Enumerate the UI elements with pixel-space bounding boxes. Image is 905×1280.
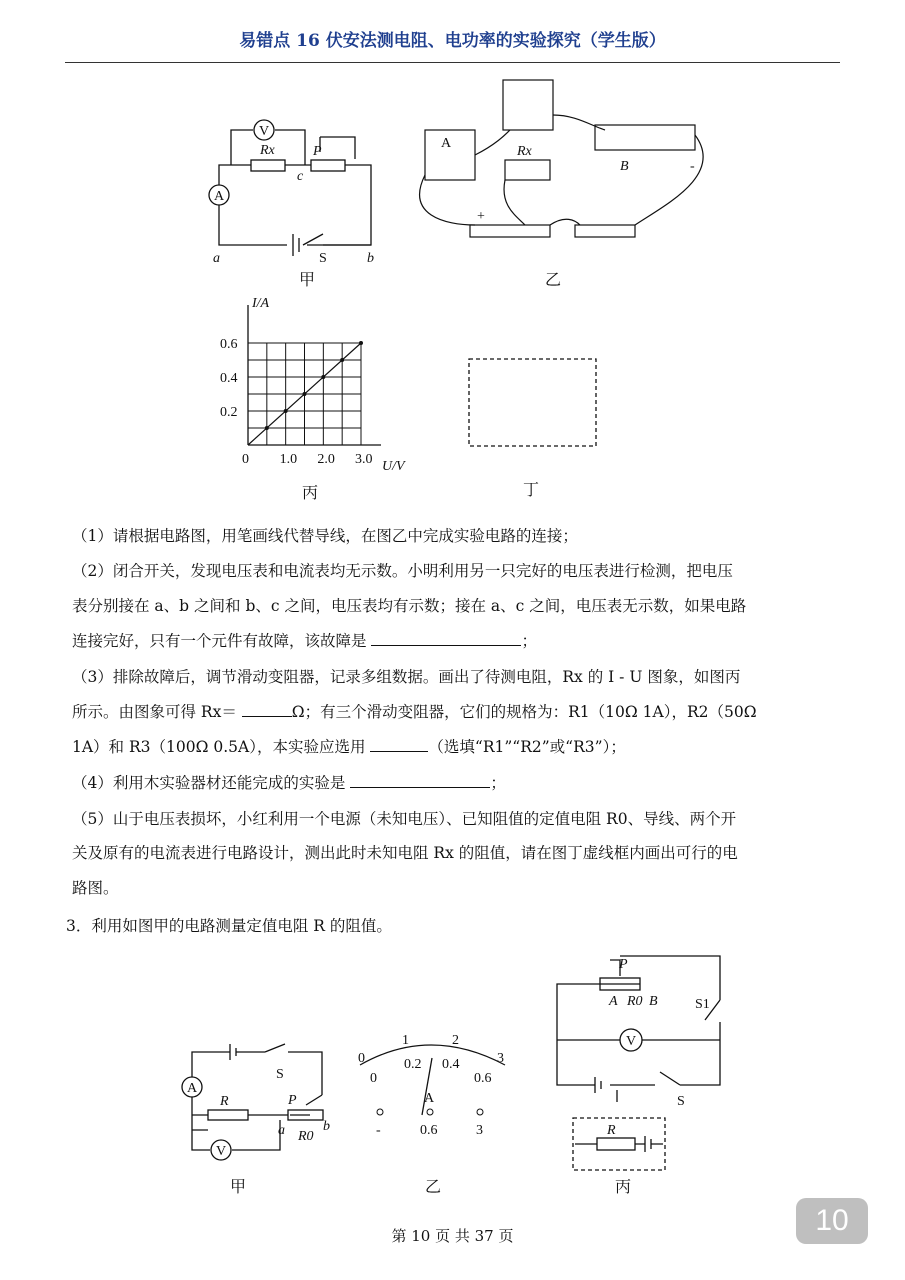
- x-axis-label: U/V: [382, 459, 405, 474]
- label: P: [313, 144, 322, 159]
- header-rule: [65, 62, 840, 63]
- answer-blank[interactable]: [370, 737, 428, 752]
- scale-label: 0.2: [404, 1057, 422, 1072]
- question-5-line2: 关及原有的电流表进行电路设计，测出此时未知电阻 Rx 的阻值，请在图丁虚线框内画出可行的电: [72, 844, 738, 862]
- label: P: [288, 1093, 297, 1108]
- question-5-line1: （5）山于电压表损坏，小红利用一个电源（未知电压）、已知阻值的定值电阻 R0、导线、两个开: [72, 810, 737, 828]
- x-tick-label: 3.0: [355, 452, 373, 467]
- label: V: [259, 124, 270, 139]
- label: B: [649, 994, 658, 1009]
- ammeter-dial-yi: [350, 1030, 520, 1200]
- y-axis-label: I/A: [252, 296, 270, 311]
- circuit-diagram-jia: [195, 110, 395, 290]
- question-5-line3: 路图。: [72, 879, 119, 897]
- caption: 丙: [615, 1179, 632, 1196]
- label: c: [297, 169, 304, 184]
- text: ；: [490, 774, 506, 792]
- label: a: [213, 251, 220, 266]
- label: S: [319, 251, 327, 266]
- x-tick-label: 2.0: [317, 452, 335, 467]
- circuit-diagram-2-bing: [545, 950, 745, 1200]
- label: P: [619, 957, 628, 972]
- text: ；: [521, 632, 537, 650]
- label: A: [214, 189, 225, 204]
- label: S: [276, 1067, 284, 1082]
- label: R: [607, 1123, 616, 1138]
- text: 所示。由图象可得 Rx＝: [72, 703, 237, 721]
- data-point: [265, 426, 269, 430]
- question-2-line3: [72, 629, 537, 651]
- question-2-line2: 表分别接在 a、b 之间和 b、c 之间，电压表均有示数；接在 a、c 之间，电压表无示数，如果电路: [72, 597, 747, 615]
- label: R0: [298, 1129, 314, 1144]
- question-3-line2: [72, 700, 757, 722]
- label: S: [677, 1094, 685, 1109]
- text: 连接完好，只有一个元件有故障，该故障是: [72, 632, 367, 650]
- label: a: [278, 1123, 285, 1138]
- needle-label: A: [424, 1091, 435, 1106]
- dashed-box-ding: [465, 355, 605, 500]
- terminal-label: 0.6: [420, 1123, 438, 1138]
- label: A: [187, 1081, 198, 1096]
- answer-blank[interactable]: [350, 773, 490, 788]
- label: b: [323, 1119, 330, 1134]
- scale-label: 0.4: [442, 1057, 460, 1072]
- label: V: [216, 1144, 227, 1159]
- caption: 甲: [299, 272, 316, 289]
- label: R0: [627, 994, 643, 1009]
- label: S1: [695, 997, 710, 1012]
- question-1: （1）请根据电路图，用笔画线代替导线，在图乙中完成实验电路的连接；: [72, 527, 578, 545]
- text: （选填“R1”“R2”或“R3”）；: [428, 738, 626, 756]
- problem-3: 3．利用如图甲的电路测量定值电阻 R 的阻值。: [66, 917, 392, 935]
- question-3-line1: （3）排除故障后，调节滑动变阻器，记录多组数据。画出了待测电阻，Rx 的 I - U 图象，如图丙: [72, 668, 741, 686]
- scale-label: 0: [370, 1071, 377, 1086]
- question-4: [72, 771, 506, 793]
- scale-label: 0: [358, 1051, 365, 1066]
- data-point: [321, 375, 325, 379]
- answer-blank[interactable]: [371, 631, 521, 646]
- label: Rx: [260, 143, 275, 158]
- label: R: [220, 1094, 229, 1109]
- label: +: [477, 209, 485, 224]
- terminal-label: 3: [476, 1123, 483, 1138]
- text: （4）利用木实验器材还能完成的实验是: [72, 774, 346, 792]
- terminal-label: -: [376, 1123, 381, 1138]
- label: V: [626, 1034, 637, 1049]
- scale-label: 3: [497, 1051, 504, 1066]
- apparatus-diagram-yi: [405, 75, 725, 290]
- label: Rx: [517, 144, 532, 159]
- question-3-line3: [72, 735, 626, 757]
- page-footer: 第 10 页 共 37 页: [391, 1227, 514, 1245]
- data-point: [340, 358, 344, 362]
- circuit-diagram-2-jia: [170, 1040, 340, 1200]
- caption: 丁: [523, 482, 540, 499]
- x-tick-label: 1.0: [279, 452, 298, 467]
- page-header: 易错点 16 伏安法测电阻、电功率的实验探究（学生版）: [239, 31, 666, 51]
- caption: 甲: [230, 1179, 247, 1196]
- caption: 乙: [545, 272, 562, 289]
- data-point: [303, 392, 307, 396]
- caption: 丙: [302, 485, 319, 502]
- y-tick-label: 0.2: [220, 405, 238, 420]
- data-point: [359, 341, 363, 345]
- y-tick-label: 0.4: [220, 371, 238, 386]
- data-point: [284, 409, 288, 413]
- iu-graph-bing: [210, 295, 410, 505]
- x-tick-label: 0: [242, 452, 249, 467]
- y-tick-label: 0.6: [220, 337, 238, 352]
- question-2-line1: （2）闭合开关，发现电压表和电流表均无示数。小明利用另一只完好的电压表进行检测，把电压: [72, 562, 733, 580]
- text: Ω；有三个滑动变阻器，它们的规格为：R1（10Ω 1A），R2（50Ω: [291, 703, 757, 721]
- caption: 乙: [425, 1179, 442, 1196]
- label: B: [620, 159, 629, 174]
- page-number-badge: 10: [796, 1198, 868, 1244]
- label: A: [441, 136, 452, 151]
- answer-blank[interactable]: [242, 702, 292, 717]
- label: b: [367, 251, 374, 266]
- scale-label: 2: [452, 1033, 459, 1048]
- label: A: [609, 994, 618, 1009]
- scale-label: 1: [402, 1033, 409, 1048]
- label: -: [690, 159, 695, 174]
- text: 1A）和 R3（100Ω 0.5A），本实验应选用: [72, 738, 366, 756]
- scale-label: 0.6: [474, 1071, 492, 1086]
